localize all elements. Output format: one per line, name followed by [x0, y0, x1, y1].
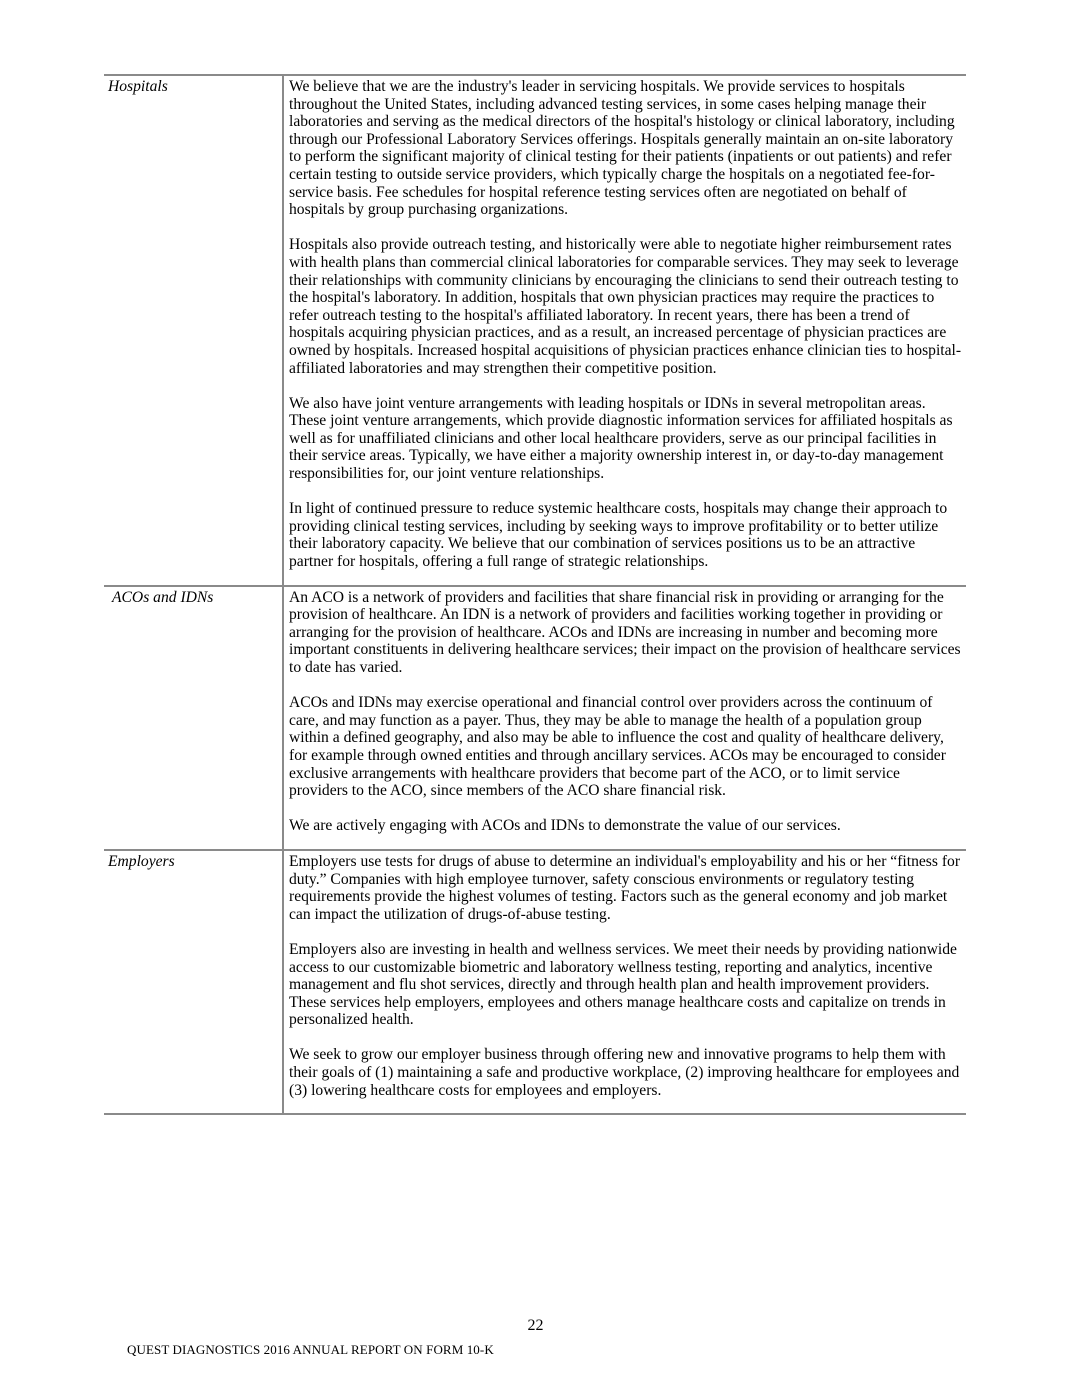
- paragraph: An ACO is a network of providers and facilities that share financial risk in providing or arranging for the provision of healthcare. An IDN is a network of providers and facilities working together in providing or arranging for the provision of healthcare. ACOs and IDNs are increasing in number and becoming more important constituents in delivering healthcare services; their impact on the provision of healthcare services to date has varied.: [289, 588, 961, 676]
- paragraph: We also have joint venture arrangements with leading hospitals or IDNs in several metropolitan areas. These joint venture arrangements, which provide diagnostic information services for affiliated hospitals as well as for unaffiliated clinicians and other local healthcare providers, serve as our principal facilities in their service areas. Typically, we have either a majority ownership interest in, or day-to-day management responsibilities for, our joint venture relationships.: [289, 394, 953, 483]
- segment-row-employers: [104, 850, 966, 1114]
- segment-label: ACOs and IDNs: [104, 586, 283, 850]
- segment-row-hospitals: [104, 75, 966, 586]
- paragraph: Hospitals also provide outreach testing, and historically were able to negotiate higher reimbursement rates with health plans than commercial clinical laboratories for comparable services. They may seek to leverage their relationships with community clinicians by encouraging the clinicians to send their outreach testing to the hospital's laboratory. In addition, hospitals that own physician practices may require the practices to refer outreach testing to the hospital's affiliated laboratory. In recent years, there has been a trend of hospitals acquiring physician practices, and as a result, an increased percentage of physician practices are owned by hospitals. Increased hospital acquisitions of physician practices enhance clinician ties to hospital-affiliated laboratories and may strengthen their competitive position.: [289, 236, 962, 377]
- segment-description: [283, 75, 966, 586]
- paragraph: We believe that we are the industry's leader in servicing hospitals. We provide services to hospitals throughout the United States, including advanced testing services, in some cases helping manage their laboratories and serving as the medical directors of the hospital's histology or clinical laboratory, including through our Professional Laboratory Services offerings. Hospitals generally maintain an on-site laboratory to perform the significant majority of clinical testing for their patients (inpatients or out patients) and refer certain testing to outside service providers, which typically charge the hospitals on a negotiated fee-for-service basis. Fee schedules for hospital reference testing services often are negotiated on behalf of hospitals by group purchasing organizations.: [289, 78, 955, 219]
- document-footer: QUEST DIAGNOSTICS 2016 ANNUAL REPORT ON FORM 10-K: [127, 1342, 494, 1357]
- paragraph: ACOs and IDNs may exercise operational and financial control over providers across the continuum of care, and may function as a payer. Thus, they may be able to manage the health of a population group within a defined geography, and also may be able to influence the cost and quality of healthcare delivery, for example through owned entities and through ancillary services. ACOs may be encouraged to consider exclusive arrangements with healthcare providers that become part of the ACO, or to limit service providers to the ACO, since members of the ACO share financial risk.: [289, 694, 946, 800]
- paragraph: We seek to grow our employer business through offering new and innovative programs to help them with their goals of (1) maintaining a safe and productive workplace, (2) improving healthcare for employees and (3) lowering healthcare costs for employees and employers.: [289, 1046, 960, 1099]
- segment-description: [283, 586, 966, 850]
- segment-label: Employers: [104, 850, 283, 1114]
- paragraph: In light of continued pressure to reduce systemic healthcare costs, hospitals may change their approach to providing clinical testing services, including by seeking ways to improve profitability or to better utilize their laboratory capacity. We believe that our combination of services positions us to be an attractive partner for hospitals, offering a full range of strategic relationships.: [289, 500, 948, 571]
- page-number: 22: [527, 1317, 544, 1334]
- segment-description: [283, 850, 966, 1114]
- segment-row-acos-idns: [104, 586, 966, 850]
- paragraph: Employers use tests for drugs of abuse to determine an individual's employability and his or her “fitness for duty.” Companies with high employee turnover, safety conscious environments or regulatory testing requirements provide the highest volumes of testing. Factors such as the general economy and job market can impact the utilization of drugs-of-abuse testing.: [289, 852, 961, 923]
- customer-segments-table: [104, 74, 966, 1115]
- paragraph: Employers also are investing in health and wellness services. We meet their needs by providing nationwide access to our customizable biometric and laboratory wellness testing, reporting and analytics, incentive management and flu shot services, directly and through health plan and health improvement providers. These services help employers, employees and others manage healthcare costs and capitalize on trends in personalized health.: [289, 940, 957, 1029]
- paragraph: We are actively engaging with ACOs and IDNs to demonstrate the value of our services.: [289, 817, 841, 835]
- segment-label: Hospitals: [104, 75, 283, 586]
